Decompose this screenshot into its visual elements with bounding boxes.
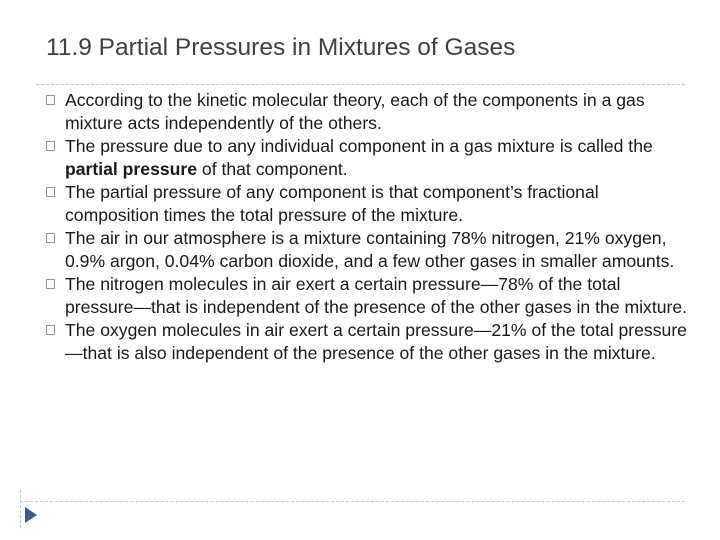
bullet-box-icon [46, 233, 55, 243]
bullet-item-air-composition [46, 227, 690, 273]
bullet-text: The air in our atmosphere is a mixture containing 78% nitrogen, 21% oxygen, 0.9% argon, 0.04% carbon dioxide, and a few other gases in smaller amounts. [65, 228, 675, 271]
bullet-box-icon [46, 95, 55, 105]
bullet-item-partial-pressure-definition [46, 135, 690, 181]
bullet-item-nitrogen [46, 273, 690, 319]
bullet-text-after: of that component. [197, 159, 348, 179]
footer-vertical-divider [20, 490, 21, 528]
slide-title: 11.9 Partial Pressures in Mixtures of Gases [46, 34, 516, 61]
bullet-term-partial-pressure: partial pressure [65, 159, 198, 179]
title-divider [36, 84, 685, 85]
bullet-box-icon [46, 325, 55, 335]
bullet-box-icon [46, 187, 55, 197]
bullet-text: The nitrogen molecules in air exert a certain pressure—78% of the total pressure—that is independent of the presence of the other gases in the mixture. [65, 274, 688, 317]
bullet-box-icon [46, 279, 55, 289]
bullet-text: The oxygen molecules in air exert a certain pressure—21% of the total pressure—that is also independent of the presence of the other gases in the mixture. [65, 320, 687, 363]
bullet-item-kinetic-theory [46, 89, 690, 135]
bullet-text: The partial pressure of any component is that component’s fractional composition times the total pressure of the mixture. [65, 182, 599, 225]
bullet-list [46, 89, 690, 365]
bullet-box-icon [46, 141, 55, 151]
footer-divider [20, 501, 685, 502]
bullet-item-fractional-composition [46, 181, 690, 227]
bullet-item-oxygen [46, 319, 690, 365]
next-arrow-icon[interactable] [24, 506, 38, 524]
bullet-text: According to the kinetic molecular theory, each of the components in a gas mixture acts independently of the others. [65, 90, 645, 133]
bullet-text-before: The pressure due to any individual component in a gas mixture is called the [65, 136, 653, 156]
